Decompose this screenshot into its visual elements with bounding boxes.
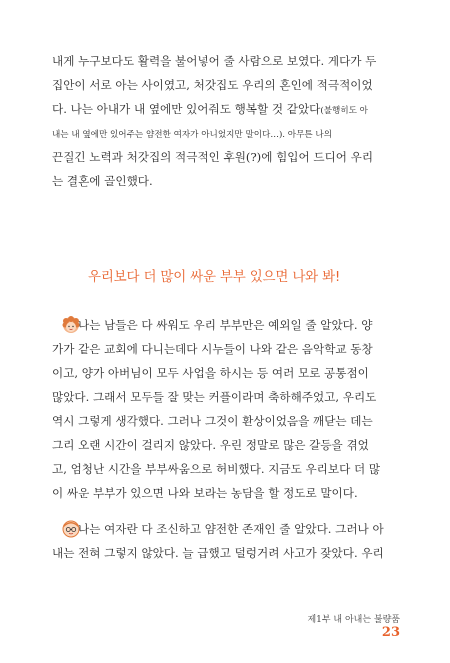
text-fragment: 다. 나는 아내가 내 옆에만 있어줘도 행복할 것 같았다: [52, 102, 321, 116]
page-footer: [296, 612, 400, 640]
section1-paragraph: [52, 313, 392, 505]
text-line: 역시 그렇게 생각했다. 그러나 그것이 환상이었음을 깨닫는 데는: [52, 414, 373, 428]
aside-fragment: (불행히도 아: [320, 106, 368, 116]
text-line: 끈질긴 노력과 처갓집의 적극적인 후원(?)에 힘입어 드디어 우리: [52, 150, 374, 164]
text-line: 집안이 서로 아는 사이였고, 처갓집도 우리의 혼인에 적극적이었: [52, 78, 373, 92]
text-line: 그리 오랜 시간이 걸리지 않았다. 우린 정말로 많은 갈등을 겪었: [52, 438, 369, 452]
text-line: 내게 누구보다도 활력을 불어넣어 줄 사람으로 보였다. 게다가 두: [52, 54, 377, 68]
text-line: 이 싸운 부부가 있으면 나와 보라는 농담을 할 정도로 말이다.: [52, 486, 358, 500]
text-line: 는 결혼에 골인했다.: [52, 174, 153, 188]
text-line: 많았다. 그래서 모두들 잘 맞는 커플이라며 축하해주었고, 우리도: [52, 390, 377, 404]
text-line: [52, 97, 392, 121]
page-number: 23: [381, 625, 400, 640]
text-line: 이고, 양가 아버님이 모두 사업을 하시는 등 여러 모로 공통점이: [52, 366, 369, 380]
text-line: 내는 전혀 그렇지 않았다. 늘 급했고 덜렁거려 사고가 잦았다. 우리: [52, 546, 384, 560]
text-line: 나는 남들은 다 싸워도 우리 부부만은 예외일 줄 알았다. 양: [78, 318, 373, 332]
aside-fragment: 내는 내 옆에만 있어주는 얌전한 여자가 아니었지만 말이다…). 아무튼 나의: [52, 130, 333, 140]
text-line: [52, 121, 392, 145]
intro-paragraph: [52, 49, 392, 193]
running-title: 제1부 내 아내는 불량품: [307, 615, 400, 625]
section-heading: 우리보다 더 많이 싸운 부부 있으면 나와 봐!: [88, 269, 341, 285]
section2-paragraph: [52, 517, 392, 565]
text-line: 나는 여자란 다 조신하고 얌전한 존재인 줄 알았다. 그러나 아: [78, 522, 384, 536]
text-line: 가가 같은 교회에 다니는데다 시누들이 나와 같은 음악학교 동창: [52, 342, 373, 356]
text-line: 고, 엄청난 시간을 부부싸움으로 허비했다. 지금도 우리보다 더 많: [52, 462, 381, 476]
